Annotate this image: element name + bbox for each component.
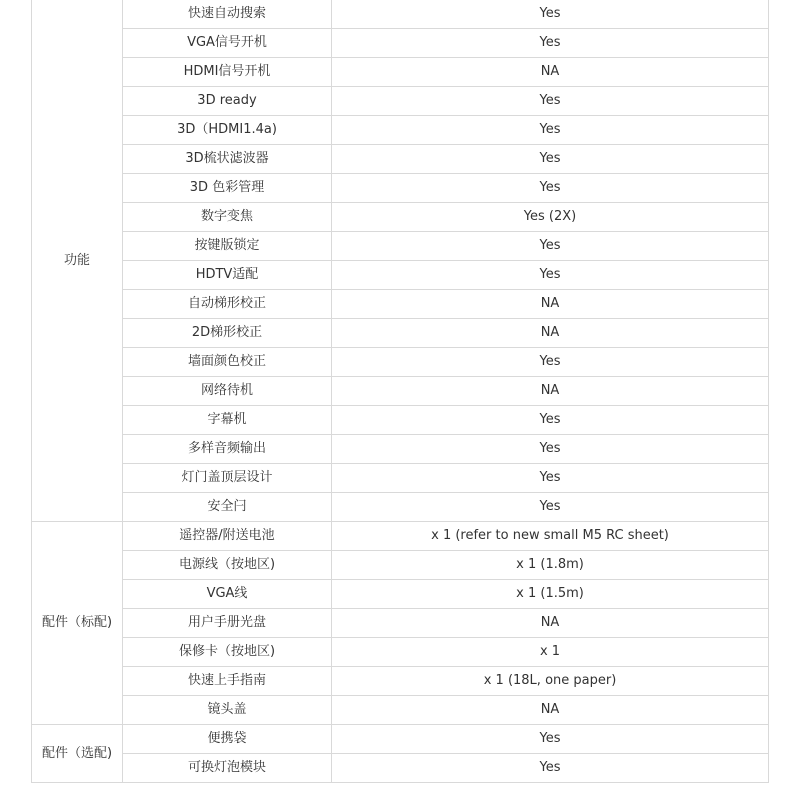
- spec-value: Yes: [332, 116, 769, 145]
- spec-label: 快速上手指南: [123, 667, 332, 696]
- table-row: [32, 667, 769, 696]
- section-group-label: 配件（选配): [32, 725, 123, 783]
- table-row: [32, 261, 769, 290]
- spec-label: 网络待机: [123, 377, 332, 406]
- table-row: [32, 638, 769, 667]
- table-row: [32, 377, 769, 406]
- spec-label: 遥控器/附送电池: [123, 522, 332, 551]
- table-row: [32, 522, 769, 551]
- spec-value: NA: [332, 377, 769, 406]
- spec-label: 多样音频输出: [123, 435, 332, 464]
- spec-label: 便携袋: [123, 725, 332, 754]
- table-row: [32, 725, 769, 754]
- spec-value: x 1 (1.5m): [332, 580, 769, 609]
- table-row: [32, 116, 769, 145]
- table-row: [32, 29, 769, 58]
- spec-label: 3D 色彩管理: [123, 174, 332, 203]
- spec-label: 安全闩: [123, 493, 332, 522]
- spec-value: NA: [332, 696, 769, 725]
- spec-label: VGA信号开机: [123, 29, 332, 58]
- spec-label: 字幕机: [123, 406, 332, 435]
- spec-label: 电源线（按地区): [123, 551, 332, 580]
- spec-value: x 1 (18L, one paper): [332, 667, 769, 696]
- spec-label: 灯门盖顶层设计: [123, 464, 332, 493]
- table-row: [32, 87, 769, 116]
- spec-value: Yes: [332, 348, 769, 377]
- spec-value: NA: [332, 58, 769, 87]
- table-row: [32, 464, 769, 493]
- spec-label: 3D ready: [123, 87, 332, 116]
- spec-label: 墙面颜色校正: [123, 348, 332, 377]
- spec-label: HDTV适配: [123, 261, 332, 290]
- spec-label: 按键版锁定: [123, 232, 332, 261]
- spec-label: 保修卡（按地区): [123, 638, 332, 667]
- table-row: [32, 754, 769, 783]
- table-row: [32, 58, 769, 87]
- spec-label: 3D（HDMI1.4a): [123, 116, 332, 145]
- spec-value: Yes: [332, 87, 769, 116]
- spec-label: 可换灯泡模块: [123, 754, 332, 783]
- spec-label: 用户手册光盘: [123, 609, 332, 638]
- spec-value: NA: [332, 290, 769, 319]
- spec-label: 快速自动搜索: [123, 0, 332, 29]
- spec-label: VGA线: [123, 580, 332, 609]
- spec-label: 数字变焦: [123, 203, 332, 232]
- spec-value: Yes: [332, 493, 769, 522]
- table-row: [32, 0, 769, 29]
- spec-value: Yes (2X): [332, 203, 769, 232]
- table-row: [32, 319, 769, 348]
- spec-label: 3D梳状滤波器: [123, 145, 332, 174]
- spec-value: Yes: [332, 464, 769, 493]
- table-row: [32, 493, 769, 522]
- spec-value: Yes: [332, 406, 769, 435]
- section-group-label: 功能: [32, 0, 123, 522]
- table-row: [32, 290, 769, 319]
- spec-value: Yes: [332, 261, 769, 290]
- spec-label: 自动梯形校正: [123, 290, 332, 319]
- spec-label: 镜头盖: [123, 696, 332, 725]
- spec-value: Yes: [332, 725, 769, 754]
- table-row: [32, 145, 769, 174]
- spec-value: Yes: [332, 435, 769, 464]
- spec-value: Yes: [332, 29, 769, 58]
- spec-label: 2D梯形校正: [123, 319, 332, 348]
- spec-value: x 1 (1.8m): [332, 551, 769, 580]
- table-row: [32, 232, 769, 261]
- spec-value: NA: [332, 609, 769, 638]
- spec-value: Yes: [332, 754, 769, 783]
- table-row: [32, 435, 769, 464]
- table-row: [32, 580, 769, 609]
- table-row: [32, 203, 769, 232]
- spec-value: Yes: [332, 145, 769, 174]
- table-row: [32, 696, 769, 725]
- spec-value: Yes: [332, 174, 769, 203]
- spec-value: Yes: [332, 0, 769, 29]
- spec-value: x 1: [332, 638, 769, 667]
- spec-value: x 1 (refer to new small M5 RC sheet): [332, 522, 769, 551]
- spec-value: Yes: [332, 232, 769, 261]
- spec-label: HDMI信号开机: [123, 58, 332, 87]
- table-row: [32, 406, 769, 435]
- table-row: [32, 174, 769, 203]
- table-row: [32, 551, 769, 580]
- spec-value: NA: [332, 319, 769, 348]
- spec-table: [31, 0, 769, 783]
- table-row: [32, 609, 769, 638]
- section-group-label: 配件（标配): [32, 522, 123, 725]
- spec-table-body: [32, 0, 769, 783]
- table-row: [32, 348, 769, 377]
